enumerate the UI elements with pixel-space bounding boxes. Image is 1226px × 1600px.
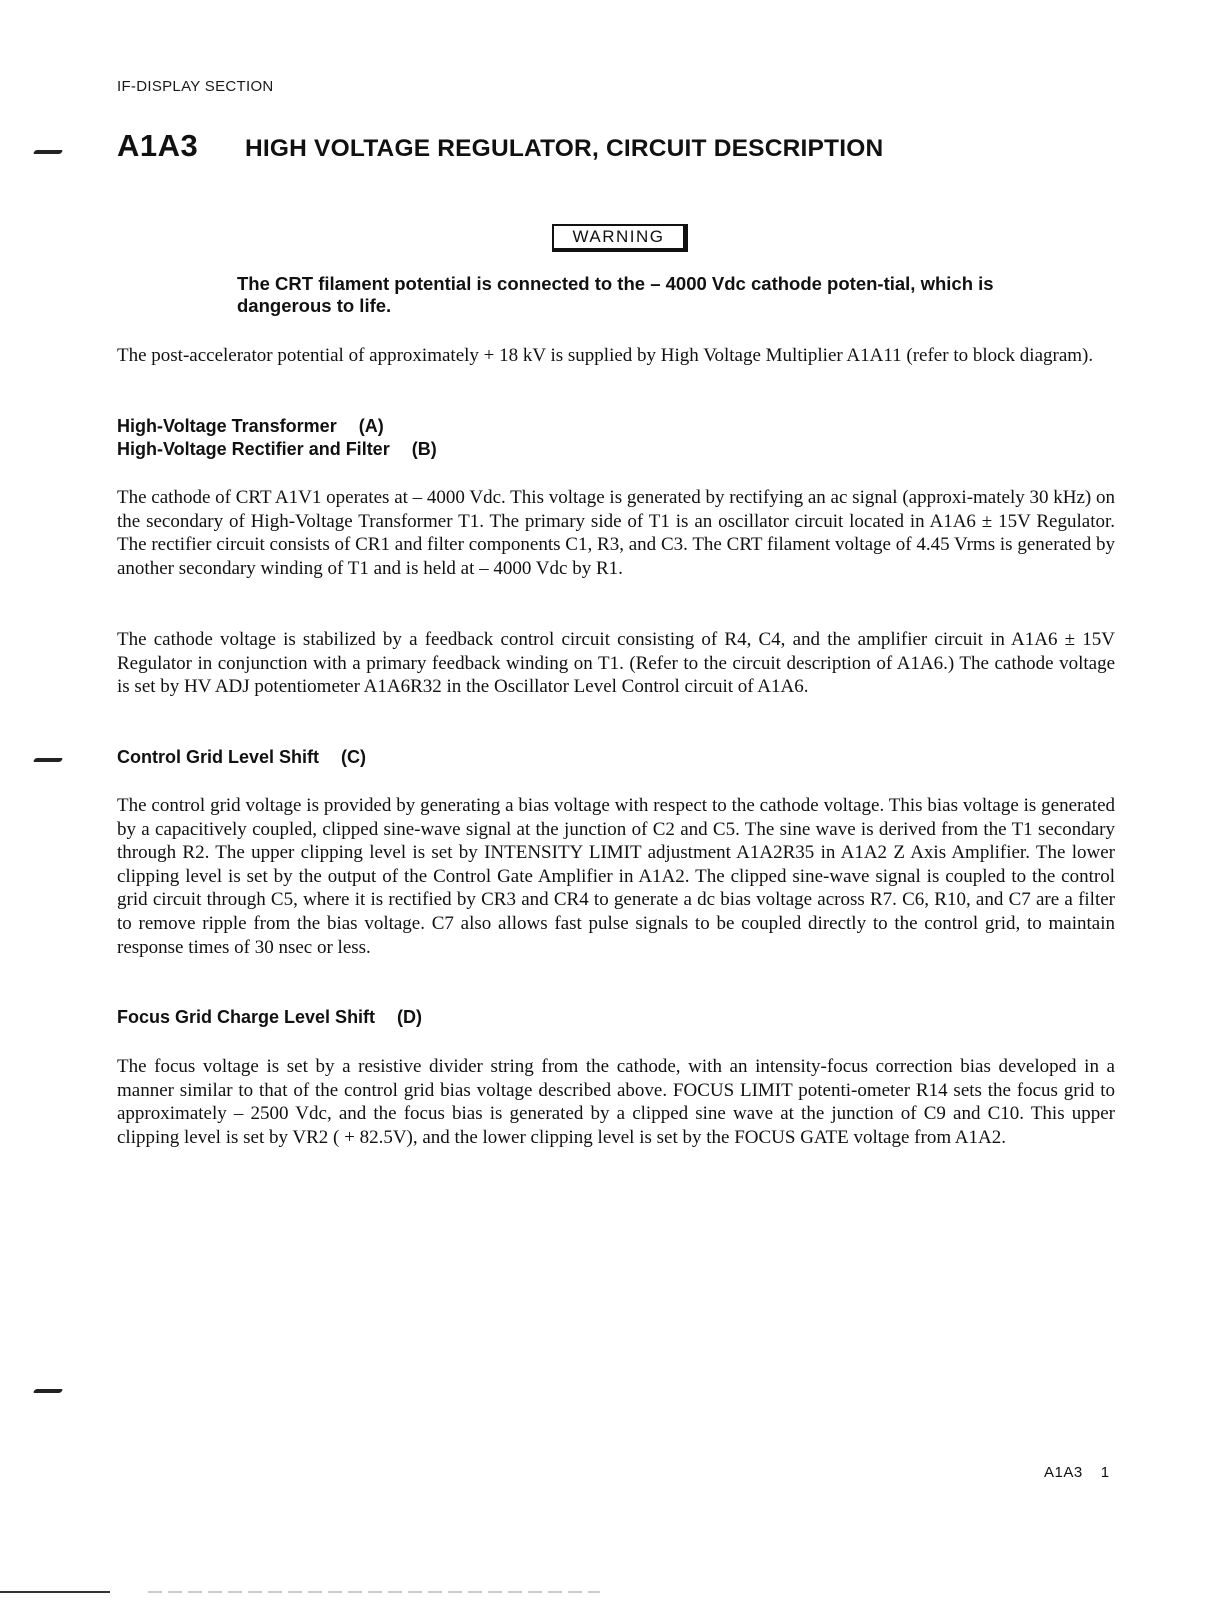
heading-ref: (B)	[411, 439, 437, 459]
footer-section-code: A1A3	[1044, 1464, 1083, 1481]
heading-text: Focus Grid Charge Level Shift	[117, 1007, 376, 1027]
body-paragraph: The control grid voltage is provided by generating a bias voltage with respect to the cathode voltage. This bias voltage is generated by a capacitively coupled, clipped sine-wave signal at the junction of C2 and C5. The sine wave is derived from the T1 secondary through R2. The upper clipping level is set by INTENSITY LIMIT adjustment A1A2R35 in A1A2 Z Axis Amplifier. The lower clipping level is set by the output of the Control Gate Amplifier in A1A2. The clipped sine-wave signal is coupled to the control grid circuit through C5, where it is rectified by CR3 and CR4 to generate a dc bias voltage across R7. C6, R10, and C7 are a filter to remove ripple from the bias voltage. C7 also allows fast pulse signals to be coupled directly to the control grid, to maintain response times of 30 nsec or less.	[117, 795, 1115, 958]
heading-ref: (C)	[341, 747, 367, 767]
body-paragraph: The cathode voltage is stabilized by a feedback control circuit consisting of R4, C4, and the amplifier circuit in A1A6 ± 15V Regulator in conjunction with a primary feedback winding on T1. (Refer to the circuit description of A1A6.) The cathode voltage is set by HV ADJ potentiometer A1A6R32 in the Oscillator Level Control circuit of A1A6.	[117, 629, 1115, 698]
margin-change-bar	[33, 150, 64, 154]
section-heading	[117, 746, 366, 769]
margin-change-bar	[33, 1389, 64, 1393]
page-number: 1	[1100, 1464, 1110, 1481]
page-footer	[1044, 1464, 1110, 1481]
page-title	[117, 128, 883, 164]
margin-change-bar	[33, 758, 64, 762]
section-heading	[117, 1006, 422, 1029]
heading-text: Control Grid Level Shift	[117, 747, 320, 767]
heading-text: High-Voltage Rectifier and Filter	[117, 439, 390, 459]
section-label: IF-DISPLAY SECTION	[117, 78, 274, 95]
warning-label: WARNING	[552, 224, 688, 252]
scan-edge-artifact	[0, 1590, 1226, 1594]
heading-ref: (D)	[397, 1007, 423, 1027]
title-code: A1A3	[117, 128, 199, 163]
title-text: HIGH VOLTAGE REGULATOR, CIRCUIT DESCRIPTION	[245, 135, 884, 162]
intro-paragraph: The post-accelerator potential of approximately + 18 kV is supplied by High Voltage Multiplier A1A11 (refer to block diagram).	[117, 345, 1094, 366]
warning-text: The CRT filament potential is connected to the – 4000 Vdc cathode poten-tial, which is dangerous to life.	[237, 273, 994, 316]
section-heading	[117, 415, 384, 438]
section-heading	[117, 438, 437, 461]
heading-text: High-Voltage Transformer	[117, 416, 337, 436]
heading-ref: (A)	[358, 416, 384, 436]
body-paragraph: The focus voltage is set by a resistive divider string from the cathode, with an intensity-focus correction bias developed in a manner similar to that of the control grid bias voltage described above. FOCUS LIMIT potenti-ometer R14 sets the focus grid to approximately – 2500 Vdc, and the focus bias is generated by a clipped sine wave at the junction of C9 and C10. This upper clipping level is set by VR2 ( + 82.5V), and the lower clipping level is set by the FOCUS GATE voltage from A1A2.	[117, 1056, 1115, 1148]
body-paragraph: The cathode of CRT A1V1 operates at – 4000 Vdc. This voltage is generated by rectifying an ac signal (approxi-mately 30 kHz) on the secondary of High-Voltage Transformer T1. The primary side of T1 is an oscillator circuit located in A1A6 ± 15V Regulator. The rectifier circuit consists of CR1 and filter components C1, R3, and C3. The CRT filament voltage of 4.45 Vrms is generated by another secondary winding of T1 and is held at – 4000 Vdc by R1.	[117, 487, 1115, 579]
